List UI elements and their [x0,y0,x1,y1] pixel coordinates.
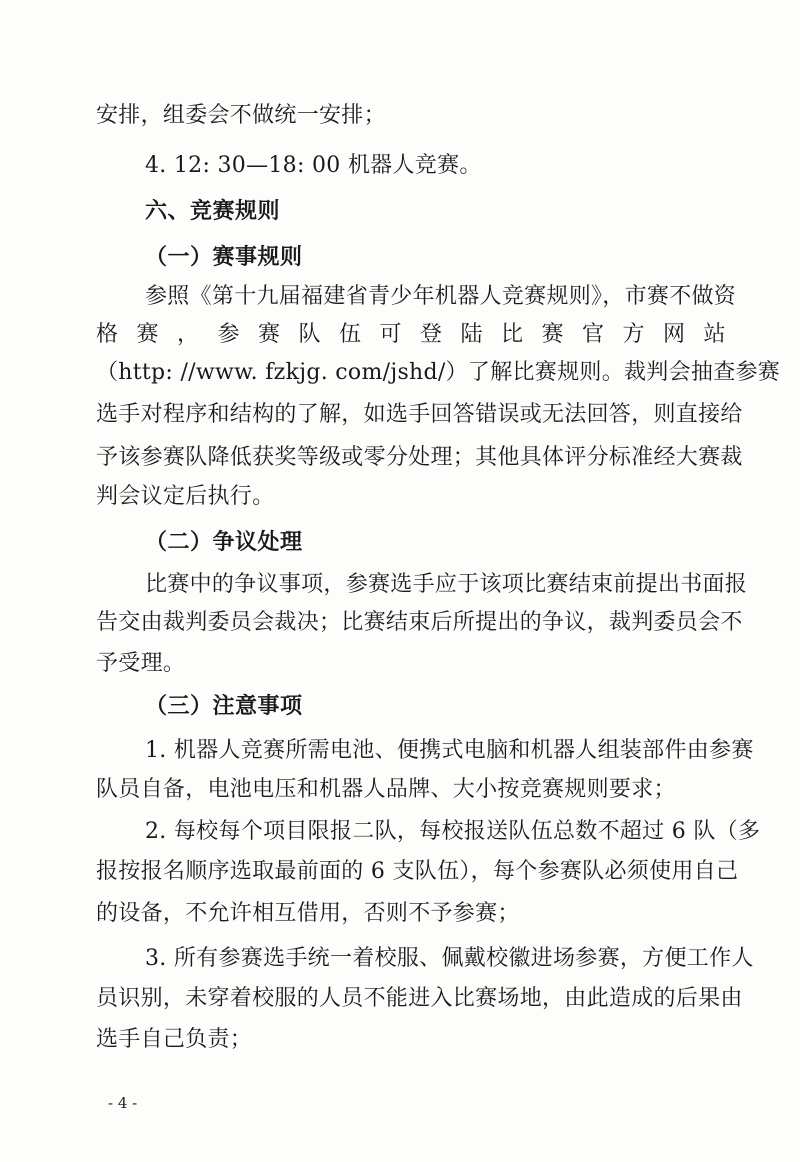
text-line: 2. 每校每个项目限报二队，每校报送队伍总数不超过 6 队（多 [145,819,761,844]
page-number: - 4 - [108,1094,138,1112]
text-line: 报按报名顺序选取最前面的 6 支队伍），每个参赛队必须使用自己 [96,859,739,884]
spaced-char: 格 [96,322,119,347]
spaced-char: 官 [582,322,605,347]
text-line: 1. 机器人竞赛所需电池、便携式电脑和机器人组装部件由参赛 [145,738,754,763]
subsection-heading: （三）注意事项 [145,694,303,719]
text-line: 判会议定后执行。 [96,484,275,509]
spaced-char: 伍 [339,322,362,347]
text-line: 选手自己负责； [96,1027,253,1052]
spaced-char: 队 [298,322,321,347]
text-line: 告交由裁判委员会裁决；比赛结束后所提出的争议，裁判委员会不 [96,610,743,635]
text-line: 参照《第十九届福建省青少年机器人竞赛规则》，市赛不做资 [145,284,737,309]
subsection-heading: （一）赛事规则 [145,245,303,270]
spaced-char: 陆 [460,322,483,347]
spaced-char: 网 [663,322,686,347]
text-line: 的设备，不允许相互借用，否则不予参赛； [96,901,520,926]
spaced-char: ， [177,322,200,347]
subsection-heading: （二）争议处理 [145,530,303,555]
spaced-char: 赛 [136,322,159,347]
text-line: 选手对程序和结构的了解，如选手回答错误或无法回答，则直接给 [96,402,743,427]
spaced-char: 赛 [541,322,564,347]
text-line: 3. 所有参赛选手统一着校服、佩戴校徽进场参赛，方便工作人 [145,946,754,971]
text-line: 4. 12: 30—18: 00 机器人竞赛。 [145,153,482,178]
text-line: 安排，组委会不做统一安排； [96,103,386,128]
spaced-char: 赛 [258,322,281,347]
spaced-char: 可 [379,322,402,347]
spaced-char: 站 [703,322,726,347]
text-line: （http: //www. fzkjg. com/jshd/）了解比赛规则。裁判会抽查参赛 [96,360,781,385]
spaced-char: 比 [501,322,524,347]
spaced-char: 方 [622,322,645,347]
text-line: 队员自备，电池电压和机器人品牌、大小按竞赛规则要求； [96,777,676,802]
spaced-text-line [96,320,726,350]
spaced-char: 参 [217,322,240,347]
text-line: 予该参赛队降低获奖等级或零分处理；其他具体评分标准经大赛裁 [96,445,743,470]
spaced-char: 登 [420,322,443,347]
text-line: 员识别，未穿着校服的人员不能进入比赛场地，由此造成的后果由 [96,986,743,1011]
section-heading: 六、竞赛规则 [145,199,281,224]
text-line: 予受理。 [96,651,186,676]
text-line: 比赛中的争议事项，参赛选手应于该项比赛结束前提出书面报 [145,572,748,597]
